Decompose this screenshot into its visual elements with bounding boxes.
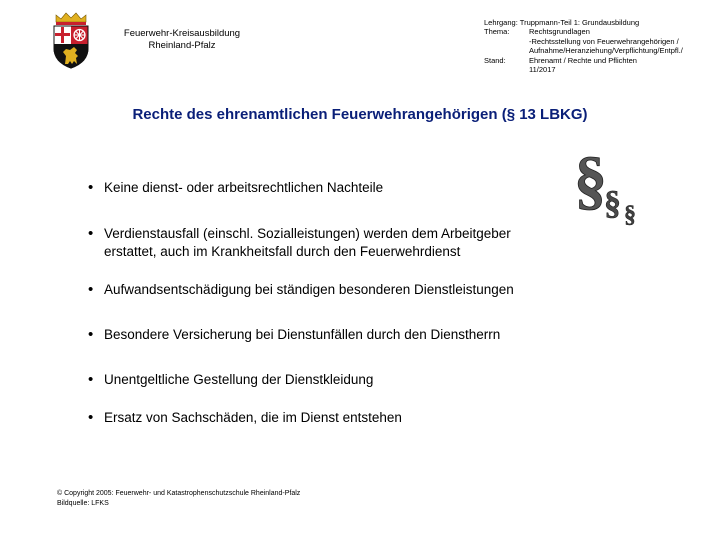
footer (57, 489, 300, 509)
bullet-text: Ersatz von Sachschäden, die im Dienst entstehen (104, 410, 402, 425)
slide-title: Rechte des ehrenamtlichen Feuerwehrangehörigen (§ 13 LBKG) (132, 106, 588, 123)
coat-of-arms-icon (50, 12, 92, 70)
image-source: Bildquelle: LFKS (57, 500, 109, 507)
topic-line-4: Ehrenamt / Rechte und Pflichten (529, 55, 637, 65)
status-label: Stand: (484, 55, 506, 65)
bullet-dot: • (88, 371, 94, 388)
topic-line-2: -Rechtsstellung von Feuerwehrangehörigen / (529, 36, 679, 46)
topic-row-3 (484, 46, 718, 55)
bullet-item (88, 409, 624, 427)
status-row (484, 65, 718, 74)
copyright-notice: © Copyright 2005: Feuerwehr- und Katastrophenschutzschule Rheinland-Pfalz (57, 490, 301, 497)
bullet-text: Besondere Versicherung bei Dienstunfällen durch den Dienstherrn (104, 327, 501, 342)
course-info (484, 18, 718, 74)
bullet-item (88, 371, 624, 389)
organization-name (112, 28, 252, 52)
svg-text:§: § (574, 144, 607, 217)
bullet-dot: • (88, 179, 94, 196)
bullet-dot: • (88, 409, 94, 426)
bullet-text-line-1: Verdienstausfall (einschl. Sozialleistungen) werden dem Arbeitgeber (104, 226, 511, 241)
topic-row-4 (484, 56, 718, 65)
topic-line-1: Rechtsgrundlagen (529, 27, 590, 37)
bullet-dot: • (88, 326, 94, 343)
bullet-dot: • (88, 281, 94, 298)
course-row (484, 18, 718, 27)
topic-label: Thema: (484, 27, 510, 37)
topic-row (484, 27, 718, 36)
svg-text:§: § (604, 185, 621, 222)
bullet-item (88, 281, 624, 299)
bullet-dot: • (88, 225, 94, 242)
bullet-item (88, 225, 624, 261)
bullet-text: Aufwandsentschädigung bei ständigen besonderen Dienstleistungen (104, 282, 514, 297)
svg-text:§: § (624, 202, 636, 228)
bullet-text: Unentgeltliche Gestellung der Dienstkleidung (104, 372, 374, 387)
bullet-item (88, 326, 624, 344)
course-value: Truppmann-Teil 1: Grundausbildung (519, 18, 640, 27)
bullet-text-line-2: erstattet, auch im Krankheitsfall durch den Feuerwehrdienst (104, 244, 461, 259)
org-line-1: Feuerwehr-Kreisausbildung (123, 28, 241, 39)
bullet-text (104, 225, 624, 261)
status-value: 11/2017 (529, 65, 556, 75)
org-line-2: Rheinland-Pfalz (148, 40, 216, 51)
course-label: Lehrgang: (484, 18, 518, 27)
bullet-text: Keine dienst- oder arbeitsrechtlichen Nachteile (104, 180, 384, 195)
topic-line-3: Aufnahme/Heranziehung/Verpflichtung/Entpfl./ (529, 46, 683, 56)
topic-row-2 (484, 37, 718, 46)
bullet-item (88, 179, 624, 197)
